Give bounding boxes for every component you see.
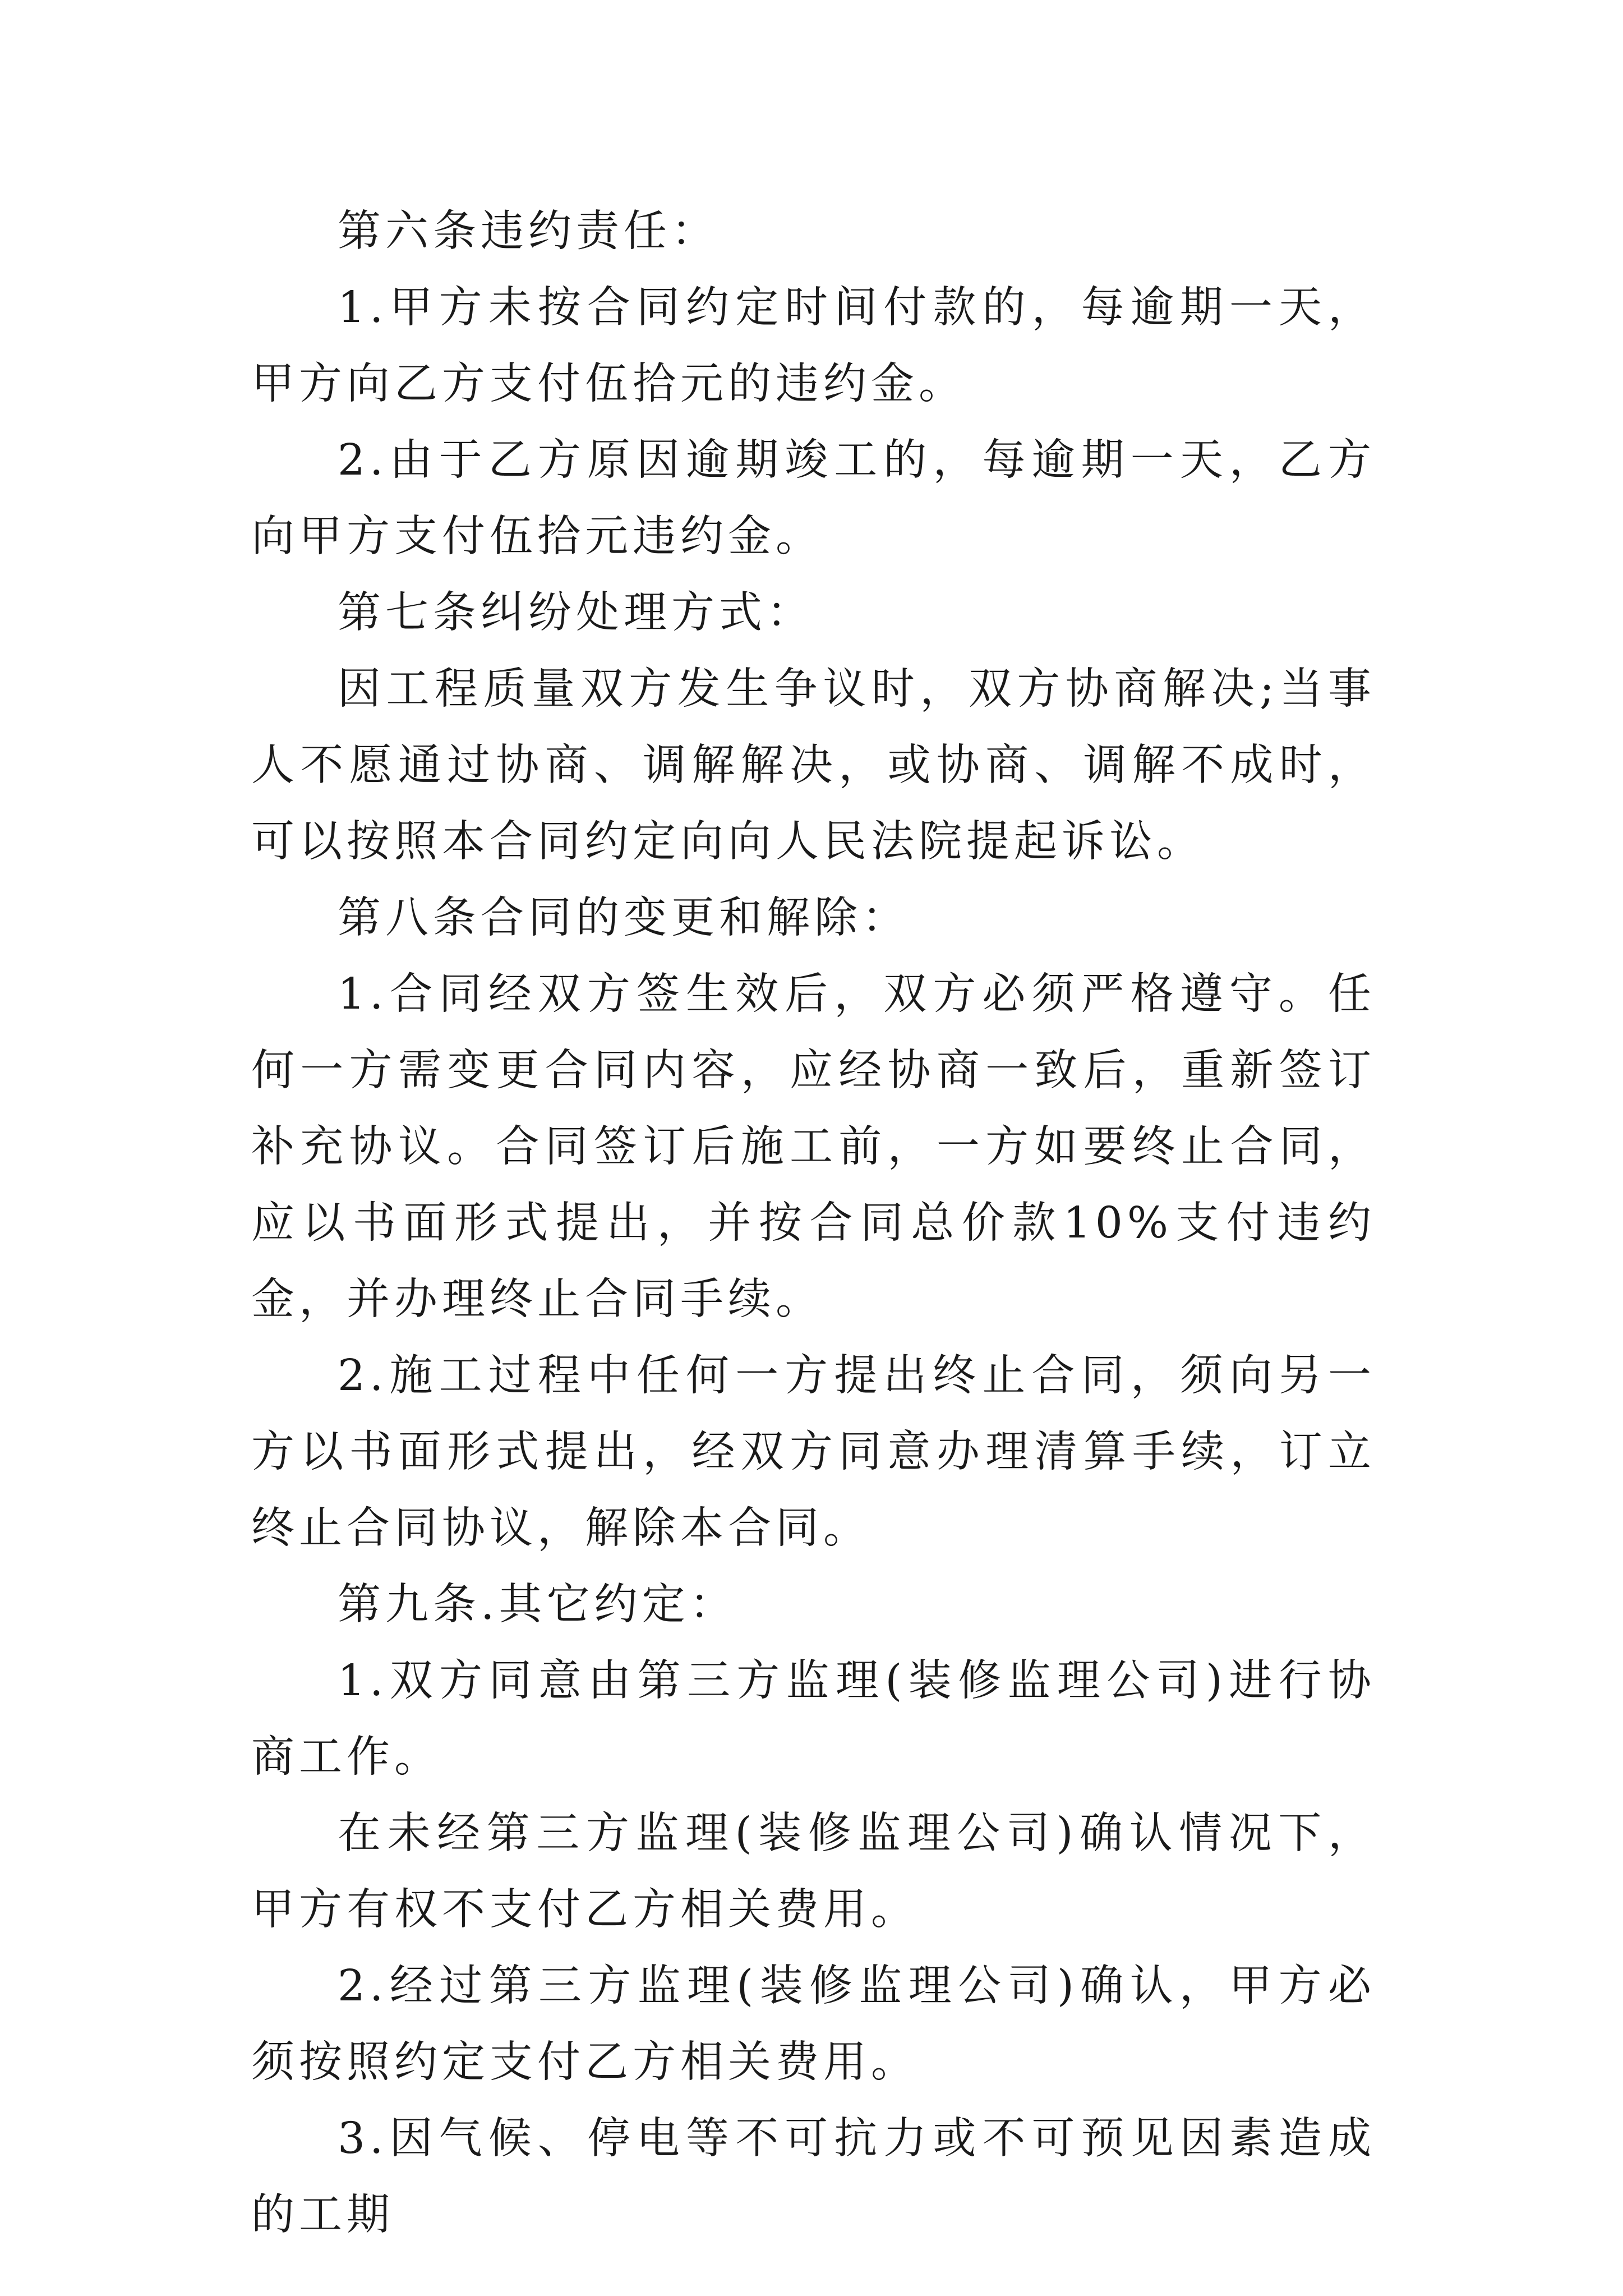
article-6-clause-1: 1.甲方未按合同约定时间付款的，每逾期一天，甲方向乙方支付伍拾元的违约金。 <box>251 283 1376 409</box>
article-9-heading: 第九条.其它约定： <box>338 1580 737 1630</box>
article-7-heading: 第七条纠纷处理方式： <box>338 588 814 638</box>
article-6-heading: 第六条违约责任： <box>338 206 719 256</box>
article-8-clause-2: 2.施工过程中任何一方提出终止合同，须向另一方以书面形式提出，经双方同意办理清算手续，订立终止合同协议，解除本合同。 <box>251 1351 1376 1553</box>
article-9-clause-1: 1.双方同意由第三方监理(装修监理公司)进行协商工作。 <box>251 1656 1376 1782</box>
article-9-clause-1-note: 在未经第三方监理(装修监理公司)确认情况下，甲方有权不支付乙方相关费用。 <box>251 1809 1376 1935</box>
article-8-heading: 第八条合同的变更和解除： <box>338 893 910 943</box>
article-9-clause-2: 2.经过第三方监理(装修监理公司)确认，甲方必须按照约定支付乙方相关费用。 <box>251 1961 1376 2087</box>
article-7-body: 因工程质量双方发生争议时，双方协商解决;当事人不愿通过协商、调解解决，或协商、调解不成时，可以按照本合同约定向向人民法院提起诉讼。 <box>251 664 1376 867</box>
article-9-clause-3: 3.因气候、停电等不可抗力或不可预见因素造成的工期 <box>251 2114 1376 2240</box>
article-6-clause-2: 2.由于乙方原因逾期竣工的，每逾期一天，乙方向甲方支付伍拾元违约金。 <box>251 435 1376 562</box>
document-body <box>251 194 1376 2253</box>
article-8-clause-1: 1.合同经双方签生效后，双方必须严格遵守。任何一方需变更合同内容，应经协商一致后，重新签订补充协议。合同签订后施工前，一方如要终止合同，应以书面形式提出，并按合同总价款10%支付违约金，并办理终止合同手续。 <box>251 969 1376 1324</box>
